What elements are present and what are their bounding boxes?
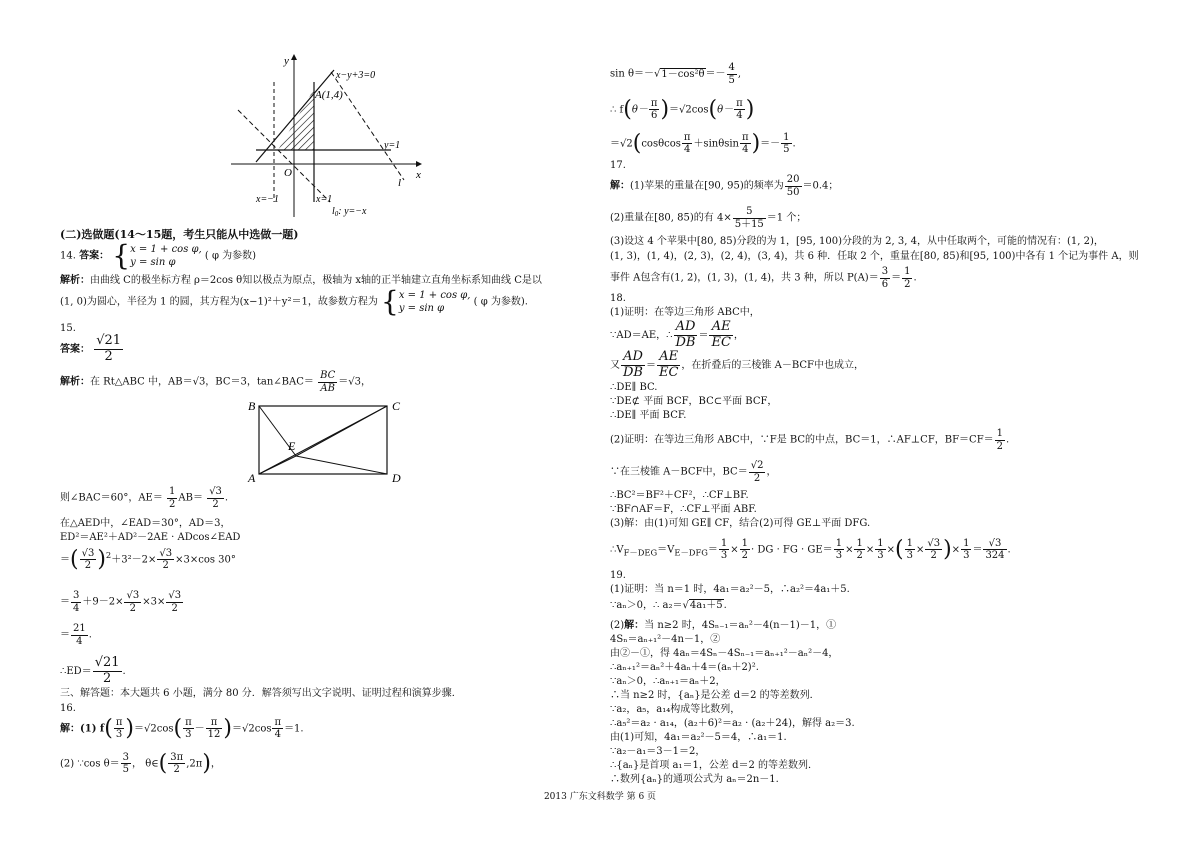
sqrt2-over-2: $\frac{√2}{2}$ — [750, 460, 764, 484]
line-x1-label: x=1 — [316, 194, 333, 205]
pi-over-4: $\frac{\pi}{4}$ — [736, 97, 743, 122]
q14-expl-note: ( φ 为参数). — [473, 296, 528, 308]
q19-line-9: ∵a₂，a₅，a₁₄构成等比数列， — [610, 704, 741, 715]
q14-answer-line — [60, 239, 257, 272]
five-over-twenty: $\frac{5}{5+15}$ — [734, 206, 764, 230]
q19-line-11: 由(1)可知，4a₁＝a₂²－5＝4，∴a₁＝1. — [610, 732, 787, 743]
q19-line-3: (2)解：当 n≥2 时，4Sₙ₋₁＝aₙ²－4(n－1)－1，① — [610, 620, 837, 631]
q14-expl-text-2: (1, 0)为圆心，半径为 1 的圆，其方程为(x−1)²＋y²＝1，故参数方程为 — [60, 296, 378, 308]
q14-system2-eq1: x = 1 + cos φ, — [398, 290, 471, 301]
q18-line-1: (1)证明：在等边三角形 ABC中， — [610, 307, 760, 318]
q18-line-4: ∴DE∥ BC. — [610, 382, 658, 393]
ae-over-ec: $\frac{AE}{EC}$ — [711, 319, 731, 350]
one-third: $\frac{1}{3}$ — [906, 537, 913, 562]
q14-system-2: {x = 1 + cos φ, y = sin φ — [381, 285, 471, 318]
figure-feasible-region — [226, 52, 436, 224]
q15-answer-line — [60, 334, 124, 365]
ed-fraction: $\frac{√21}{2}$ — [94, 655, 120, 686]
q18-line-8: ∵在三棱锥 A－BCF中，BC＝ $\frac{√2}{2}$ ， — [610, 460, 777, 484]
one-half: $\frac{1}{2}$ — [741, 537, 749, 562]
q15-answer-fraction: $\frac{√21}{2}$ — [96, 333, 122, 364]
three-fifths: $\frac{3}{5}$ — [122, 751, 130, 776]
q15-line-2: 则∠BAC＝60°，AE＝ $\frac{1}{2}$ AB＝ $\frac{√3}{2}$ . — [60, 486, 229, 510]
q15-line-6: ＝ $\frac{3}{4}$ ＋9－2× $\frac{√3}{2}$ ×3× $\frac{√3}{2}$ — [60, 590, 182, 614]
pi-over-12: $\frac{\pi}{12}$ — [207, 716, 221, 741]
four-fifths: $\frac{4}{5}$ — [728, 62, 735, 86]
sqrt3-over-2: $\frac{√3}{2}$ — [168, 590, 182, 614]
y-axis-label: y — [284, 55, 289, 67]
q15-line-5: ＝( $\frac{√3}{2}$ )$^2$＋3²－2× $\frac{√3}{2}$ ×3×cos 30° — [60, 547, 236, 572]
q18-line-2: ∵AD＝AE，∴ $\frac{AD}{DB}$ ＝ $\frac{AE}{EC}$ ， — [610, 319, 744, 350]
q15-number: 15. — [60, 323, 76, 334]
q17-line-3: (3)设这 4 个苹果中[80, 85)分段的为 1，[95, 100)分段的为 2, 3, 4，从中任取两个，可能的情况有：(1, 2)， — [610, 236, 1104, 247]
q19-line-12: ∵a₂－a₁＝3－1＝2， — [610, 746, 706, 757]
one-third: $\frac{1}{3}$ — [877, 537, 884, 562]
q19-line-5: 由②－①，得 4aₙ＝4Sₙ－4Sₙ₋₁＝aₙ₊₁²－aₙ²－4， — [610, 648, 839, 659]
q19-line-4: 4Sₙ＝aₙ₊₁²－4n－1，② — [610, 634, 721, 645]
three-sixths: $\frac{3}{6}$ — [881, 266, 889, 290]
q14-note: ( φ 为参数) — [204, 250, 257, 262]
twentyone-quarters: $\frac{21}{4}$ — [73, 623, 86, 647]
one-third: $\frac{1}{3}$ — [720, 537, 728, 562]
sqrt3-over-2: $\frac{√3}{2}$ — [209, 486, 222, 510]
q14-system2-eq2: y = sin φ — [398, 303, 445, 314]
q15-line-7: ＝ $\frac{21}{4}$ . — [60, 623, 92, 647]
q18-line-12: $\therefore V_{F-DEG}=V_{E-DFG}=$ $\frac{1}{3}$ × $\frac{1}{2}$ · DG · FG · GE＝ $\frac{1}{3}$ × $\frac{1}{2}$ × $\frac{1}{3}$ ×( $\frac{1}{3}$ × $\frac{√3}{2}$ )× $\frac{1}{3}$ ＝ $\frac{√3}{324}$ . — [610, 537, 1011, 562]
q19-line-7: ∵aₙ＞0，∴aₙ₊₁＝aₙ＋2， — [610, 676, 726, 687]
origin-label: O — [284, 167, 292, 179]
q19-line-1: (1)证明：当 n＝1 时，4a₁＝a₂²－5，∴a₂²＝4a₁＋5. — [610, 584, 850, 595]
q18-line-9: ∴BC²＝BF²＋CF²，∴CF⊥BF. — [610, 490, 749, 501]
point-b: B — [248, 399, 256, 413]
pi-over-4: $\frac{\pi}{4}$ — [683, 131, 691, 156]
q16-cont-line-2: ∴ f(θ－ $\frac{\pi}{6}$ )＝√2cos(θ－ $\frac{\pi}{4}$ ) — [610, 97, 755, 122]
line-y1-label: y=1 — [384, 140, 401, 151]
pi-over-4: $\frac{\pi}{4}$ — [742, 131, 749, 156]
q14-number: 14. — [60, 250, 76, 262]
sqrt3-over-2: $\frac{√3}{2}$ — [126, 590, 140, 614]
q16-line-2: (2) ∵cos θ＝ $\frac{3}{5}$ ， θ∈( $\frac{3\pi}{2}$ ,2π)， — [60, 751, 221, 776]
point-a-label: A(1,4) — [315, 89, 343, 101]
q19-line-14: ∴数列{aₙ}的通项公式为 aₙ＝2n－1. — [610, 774, 779, 785]
q14-system: {x = 1 + cos φ, y = sin φ — [112, 239, 202, 272]
ad-over-db: $\frac{AD}{DB}$ — [675, 319, 696, 350]
q19-line-10: ∴a₅²＝a₂ · a₁₄，(a₂＋6)²＝a₂ · (a₂＋24)，解得 a₂＝3. — [610, 718, 855, 729]
point-d: D — [392, 471, 401, 485]
sqrt3-over-2: $\frac{√3}{2}$ — [927, 537, 941, 562]
three-pi-over-2: $\frac{3\pi}{2}$ — [170, 751, 184, 776]
q14-explanation-1 — [60, 275, 542, 288]
q19-line-13: ∴{aₙ}是首项 a₁＝1，公差 d＝2 的等差数列． — [610, 760, 819, 771]
q15-answer-label: 答案： — [60, 343, 90, 355]
q14-system-eq1: x = 1 + cos φ, — [130, 244, 202, 255]
q17-line-1: 解：(1)苹果的重量在[90, 95)的频率为 $\frac{20}{50}$ ＝0.4； — [610, 174, 839, 198]
q15-line-8: ∴ED＝ $\frac{√21}{2}$ . — [60, 655, 126, 686]
q18-line-11: (3)解：由(1)可知 GE∥ CF，结合(2)可得 GE⊥平面 DFG. — [610, 518, 871, 529]
q17-line-5: 事件 A包含有(1, 2)，(1, 3)，(1, 4)，共 3 种，所以 P(A)＝ $\frac{3}{6}$ ＝ $\frac{1}{2}$ . — [610, 266, 917, 290]
figure-rectangle-abcd — [246, 398, 406, 486]
part-three-heading: 三、解答题：本大题共 6 小题，满分 80 分．解答须写出文字说明、证明过程和演算步骤． — [60, 688, 462, 699]
q18-line-6: ∴DE∥ 平面 BCF. — [610, 410, 687, 421]
q14-explanation-2 — [60, 285, 528, 318]
q16-number: 16. — [60, 703, 76, 714]
point-e: E — [288, 439, 296, 453]
line-x-y-3-label: x−y+3=0 — [336, 70, 376, 81]
one-half: $\frac{1}{2}$ — [996, 428, 1004, 452]
q14-expl-label: 解析： — [60, 275, 90, 286]
q14-answer-label: 答案： — [79, 250, 110, 262]
q18-line-5: ∵DE⊄ 平面 BCF，BC⊂平面 BCF， — [610, 396, 778, 407]
page-footer: 2013 广东文科数学 第 6 页 — [543, 792, 657, 802]
q16-line-1: 解：(1) f( $\frac{\pi}{3}$ )＝√2cos( $\frac{\pi}{3}$ － $\frac{\pi}{12}$ )＝√2cos $\frac{\pi}{4}$ ＝1. — [60, 716, 304, 741]
q16-cont-line-3: ＝√2(cosθcos $\frac{\pi}{4}$ ＋sinθsin $\frac{\pi}{4}$ )＝－ $\frac{1}{5}$ . — [610, 131, 796, 156]
pi-over-6: $\frac{\pi}{6}$ — [650, 97, 658, 122]
q19-number: 19. — [610, 570, 626, 581]
q17-number: 17. — [610, 160, 626, 171]
q15-line-4: ED²＝AE²＋AD²－2AE · ADcos∠EAD — [60, 532, 241, 543]
line-l0-label: $l_0$: y=−x — [332, 206, 367, 218]
q14-expl-text-1: 由曲线 C的极坐标方程 ρ＝2cos θ知以极点为原点，极轴为 x轴的正半轴建立直角坐标系知曲线 C是以 — [90, 275, 542, 286]
ae-over-ec: $\frac{AE}{EC}$ — [658, 349, 679, 380]
q18-line-10: ∵BF∩AF＝F，∴CF⊥平面 ABF. — [610, 504, 757, 515]
pi-over-3: $\frac{\pi}{3}$ — [185, 716, 192, 741]
q18-line-3: 又 $\frac{AD}{DB}$ ＝ $\frac{AE}{EC}$ ，在折叠后的三棱锥 A－BCF中也成立， — [610, 349, 864, 380]
twenty-over-fifty: $\frac{20}{50}$ — [786, 174, 800, 198]
q15-line-3: 在△AED中，∠EAD＝30°，AD＝3， — [60, 518, 231, 529]
sqrt3-over-2: $\frac{√3}{2}$ — [81, 547, 95, 572]
q17-line-4: (1, 3)，(1, 4)，(2, 3)，(2, 4)，(3, 4)，共 6 种．任取 2 个，重量在[80, 85)和[95, 100)中各有 1 个记为事件 A，则 — [610, 251, 1139, 262]
q14-system-eq2: y = sin φ — [130, 257, 176, 268]
one-half: $\frac{1}{2}$ — [856, 537, 863, 562]
ad-over-db: $\frac{AD}{DB}$ — [623, 349, 643, 380]
line-l-label: l — [398, 177, 402, 189]
q18-line-7: (2)证明：在等边三角形 ABC中，∵F是 BC的中点，BC＝1，∴AF⊥CF，BF＝CF＝ $\frac{1}{2}$ . — [610, 428, 1010, 452]
three-quarters: $\frac{3}{4}$ — [73, 590, 80, 614]
q19-line-8: ∴当 n≥2 时，{aₙ}是公差 d＝2 的等差数列． — [610, 690, 820, 701]
q16-cont-line-1: sin θ＝－√1－cos²θ＝－ $\frac{4}{5}$ , — [610, 62, 742, 86]
one-fifth: $\frac{1}{5}$ — [783, 131, 790, 156]
one-third: $\frac{1}{3}$ — [963, 537, 970, 562]
line-x-neg1-label: x=−1 — [256, 194, 279, 205]
q15-explanation-1: 解析：在 Rt△ABC 中，AB＝√3，BC＝3，tan∠BAC＝ $\frac{BC}{AB}$ ＝√3， — [60, 370, 371, 394]
q19-line-2: ∵aₙ＞0，∴ a₂＝√4a₁＋5. — [610, 600, 727, 611]
q15-tan-fraction: $\frac{BC}{AB}$ — [320, 370, 336, 394]
q19-line-6: ∴aₙ₊₁²＝aₙ²＋4aₙ＋4＝(aₙ＋2)². — [610, 662, 759, 673]
one-half: $\frac{1}{2}$ — [904, 266, 911, 290]
sqrt3-over-324: $\frac{√3}{324}$ — [985, 537, 1005, 562]
x-axis-label: x — [416, 169, 421, 181]
pi-over-4: $\frac{\pi}{4}$ — [274, 716, 282, 741]
half-fraction: $\frac{1}{2}$ — [169, 486, 176, 510]
q15-expl-label: 解析： — [60, 376, 90, 388]
q17-line-2: (2)重量在[80, 85)的有 4× $\frac{5}{5+15}$ ＝1 个； — [610, 206, 807, 230]
q18-number: 18. — [610, 293, 626, 304]
point-a: A — [248, 471, 256, 485]
one-third: $\frac{1}{3}$ — [835, 537, 843, 562]
point-c: C — [392, 399, 401, 413]
section-heading-optional: (二)选做题(14～15题，考生只能从中选做一题) — [60, 228, 299, 241]
sqrt3-over-2: $\frac{√3}{2}$ — [159, 547, 173, 572]
pi-over-3: $\frac{\pi}{3}$ — [115, 716, 123, 741]
